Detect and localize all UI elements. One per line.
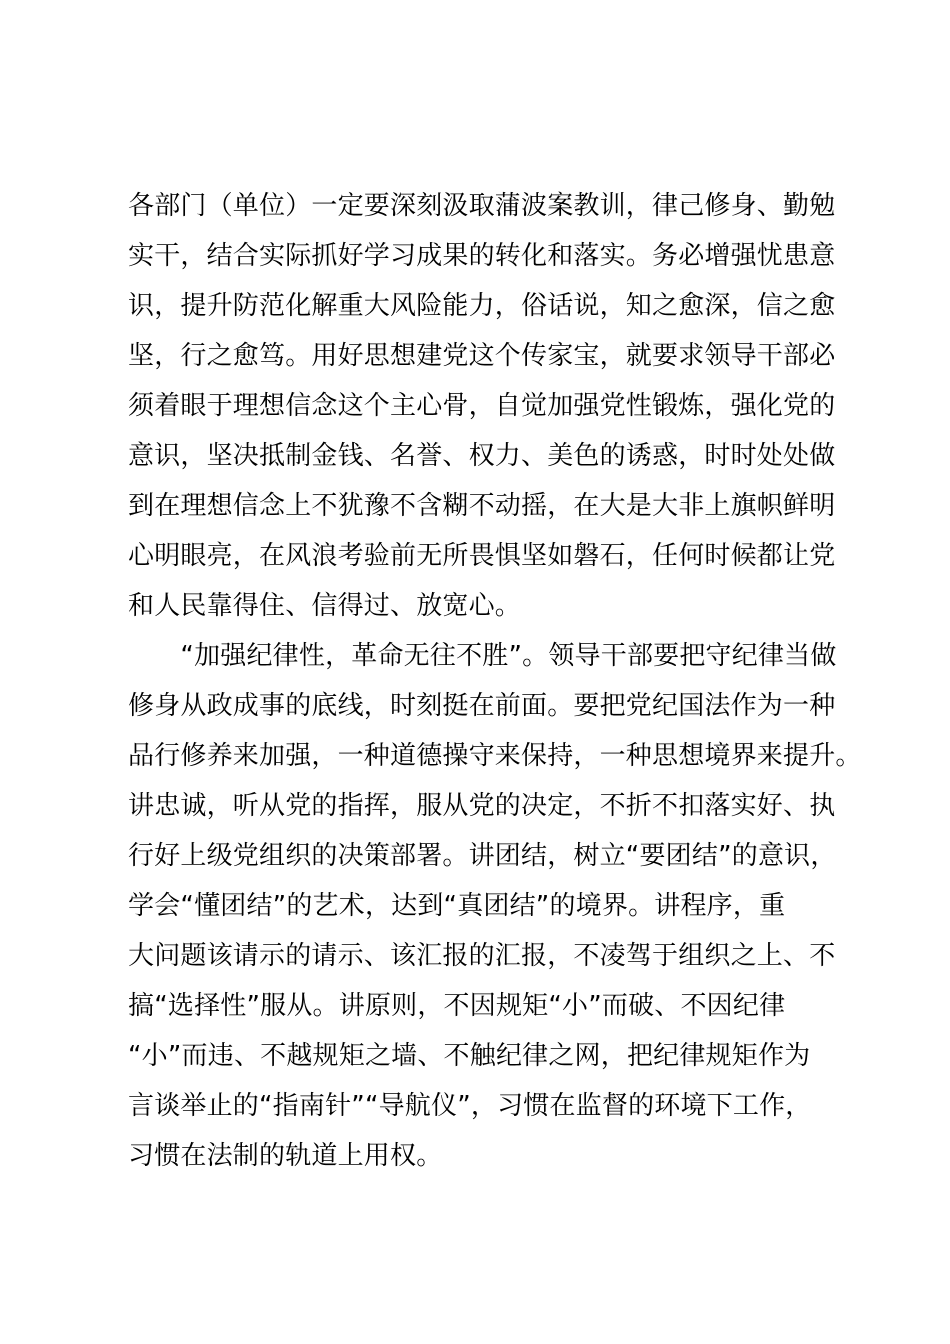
text-line: “小”而违、不越规矩之墙、不触纪律之网，把纪律规矩作为 — [128, 1041, 811, 1071]
document-body — [128, 181, 862, 1181]
text-line: 学会“懂团结”的艺术，达到“真团结”的境界。讲程序，重 — [128, 891, 786, 921]
text-line: “加强纪律性，革命无往不胜”。领导干部要把守纪律当做 — [128, 641, 837, 671]
text-line: 须着眼于理想信念这个主心骨，自觉加强党性锻炼，强化党的 — [128, 391, 836, 421]
text-line: 行好上级党组织的决策部署。讲团结，树立“要团结”的意识， — [128, 841, 837, 871]
text-line: 实干，结合实际抓好学习成果的转化和落实。务必增强忧患意 — [128, 241, 836, 271]
text-line: 识，提升防范化解重大风险能力，俗话说，知之愈深，信之愈 — [128, 291, 836, 321]
text-line: 修身从政成事的底线，时刻挺在前面。要把党纪国法作为一种 — [128, 691, 836, 721]
text-line: 坚，行之愈笃。用好思想建党这个传家宝，就要求领导干部必 — [128, 341, 836, 371]
text-line: 言谈举止的“指南针”“导航仪”，习惯在监督的环境下工作， — [128, 1091, 812, 1121]
text-line: 大问题该请示的请示、该汇报的汇报，不凌驾于组织之上、不 — [128, 941, 836, 971]
paragraph-2 — [128, 631, 862, 1181]
text-line: 搞“选择性”服从。讲原则，不因规矩“小”而破、不因纪律 — [128, 991, 786, 1021]
text-line: 和人民靠得住、信得过、放宽心。 — [128, 591, 522, 621]
text-line: 各部门（单位）一定要深刻汲取蒲波案教训，律己修身、勤勉 — [128, 191, 836, 221]
paragraph-1 — [128, 181, 840, 631]
text-line: 到在理想信念上不犹豫不含糊不动摇，在大是大非上旗帜鲜明 — [128, 491, 836, 521]
text-line: 意识，坚决抵制金钱、名誉、权力、美色的诱惑，时时处处做 — [128, 441, 836, 471]
text-line: 心明眼亮，在风浪考验前无所畏惧坚如磐石，任何时候都让党 — [128, 541, 836, 571]
text-line: 品行修养来加强，一种道德操守来保持，一种思想境界来提升。 — [128, 741, 862, 771]
text-line: 习惯在法制的轨道上用权。 — [128, 1141, 443, 1171]
text-line: 讲忠诚，听从党的指挥，服从党的决定，不折不扣落实好、执 — [128, 791, 836, 821]
